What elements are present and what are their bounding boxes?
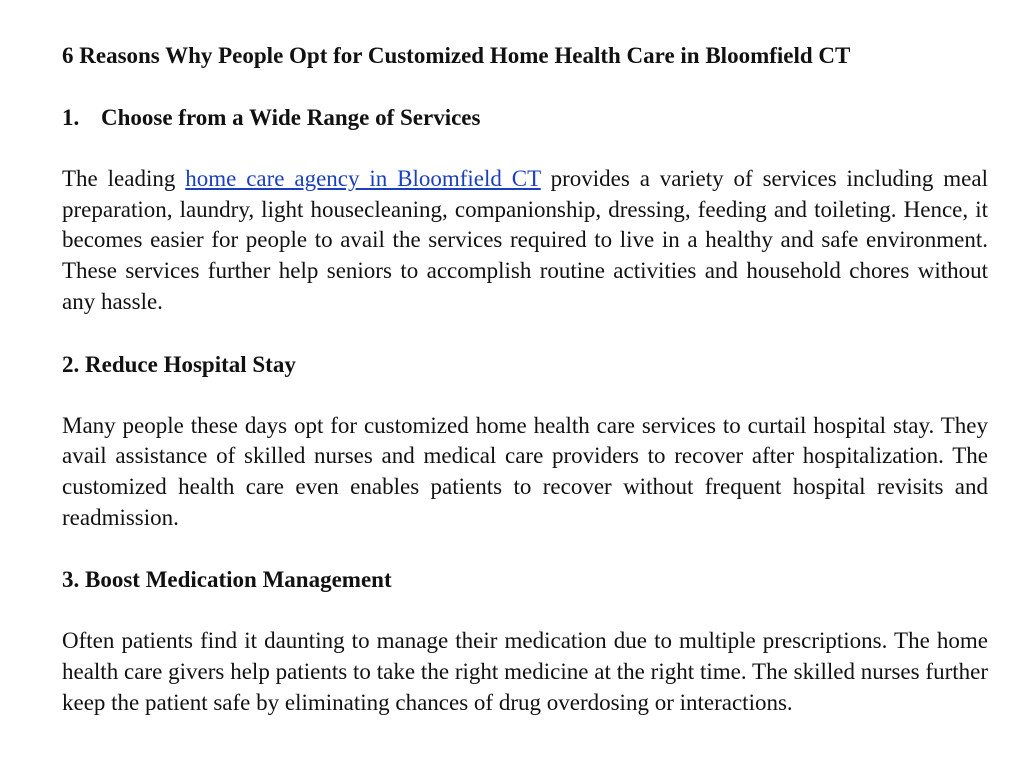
section-1-paragraph bbox=[62, 164, 988, 318]
section-2-paragraph: Many people these days opt for customized home health care services to curtail hospital stay. They avail assistance of skilled nurses and medical care providers to recover after hospitalization. The customized health care even enables patients to recover without frequent hospital revisits and readmission. bbox=[62, 412, 988, 530]
section-1-text-after-link: provides a variety of services including meal preparation, laundry, light housecleaning, companionship, dressing, feeding and toileting. Hence, it becomes easier for people to avail the services required to live in a healthy and safe environment. These services further help seniors to accomplish routine activities and household chores without any hassle. bbox=[62, 166, 988, 314]
home-care-agency-link[interactable]: home care agency in Bloomfield CT bbox=[185, 166, 541, 191]
section-3-paragraph: Often patients find it daunting to manage their medication due to multiple prescriptions. The home health care givers help patients to take the right medicine at the right time. The skilled nurses further keep the patient safe by eliminating chances of drug overdosing or interactions. bbox=[62, 628, 988, 715]
section-1-heading-text: Choose from a Wide Range of Services bbox=[101, 105, 481, 130]
section-2-heading: 2. Reduce Hospital Stay bbox=[62, 351, 296, 377]
section-1-text-before-link: The leading bbox=[62, 166, 186, 191]
document-title: 6 Reasons Why People Opt for Customized Home Health Care in Bloomfield CT bbox=[62, 43, 851, 68]
section-1-heading bbox=[62, 102, 988, 133]
section-3-heading: 3. Boost Medication Management bbox=[62, 567, 392, 593]
section-1-number: 1. bbox=[62, 105, 80, 130]
document-page bbox=[62, 40, 988, 749]
